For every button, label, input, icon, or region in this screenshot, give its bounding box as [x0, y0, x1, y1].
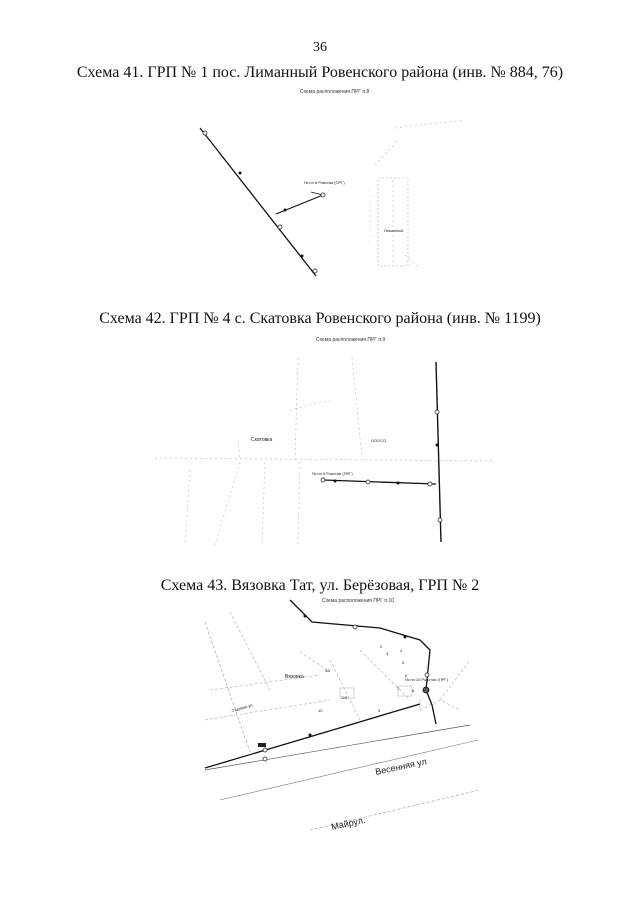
house-number: 11б [341, 695, 348, 700]
scheme-43-settlement-label: Вязовка [285, 674, 304, 680]
house-number: 5 [402, 660, 405, 665]
scheme-41-settlement-label: Лиманный [384, 228, 404, 233]
page-number: 36 [313, 40, 327, 55]
scheme-43-street-side: Садовая ул. [230, 702, 255, 713]
scheme-43-subtitle: Схема расположения ПРГ п.10 [322, 598, 395, 604]
scheme-42-caption: Схема 42. ГРП № 4 с. Скатовка Ровенского района (инв. № 1199) [99, 310, 541, 327]
house-number: 9А [325, 668, 330, 673]
scheme-42-area-label: ОООСО [371, 438, 387, 443]
scheme-42-settlement-label: Скатовка [251, 437, 273, 443]
house-number: 9 [378, 708, 381, 713]
scheme-42-grp-label: № пп 9 Ровстаи (ПРГ) [312, 471, 353, 476]
house-number: 4 [400, 648, 403, 653]
house-number: 3 [386, 651, 389, 656]
house-number: 8 [412, 688, 415, 693]
scheme-43-street-vesennyaya: Весенняя ул [374, 756, 428, 777]
house-number: 7 [397, 686, 400, 691]
scheme-43-caption: Схема 43. Вязовка Тат, ул. Берёзовая, ГРП № 2 [160, 577, 480, 594]
house-number: 6 [405, 673, 408, 678]
house-number: 10 [318, 708, 323, 713]
scheme-41-subtitle: Схема расположения ПРГ п.8 [300, 89, 370, 95]
house-number: 2 [380, 644, 383, 649]
scheme-42-subtitle: Схема расположения ПРГ п.9 [316, 337, 386, 343]
scheme-41-caption: Схема 41. ГРП № 1 пос. Лиманный Ровенского района (инв. № 884, 76) [76, 64, 564, 81]
scheme-43-street-bottom: Майрул. [330, 814, 367, 832]
scheme-41-grp-label: № пп 8 Ровстаи (ПРГ) [304, 180, 345, 185]
scheme-43-grp-label: № пп 10 Ровстаи (ПРГ) [405, 677, 448, 682]
